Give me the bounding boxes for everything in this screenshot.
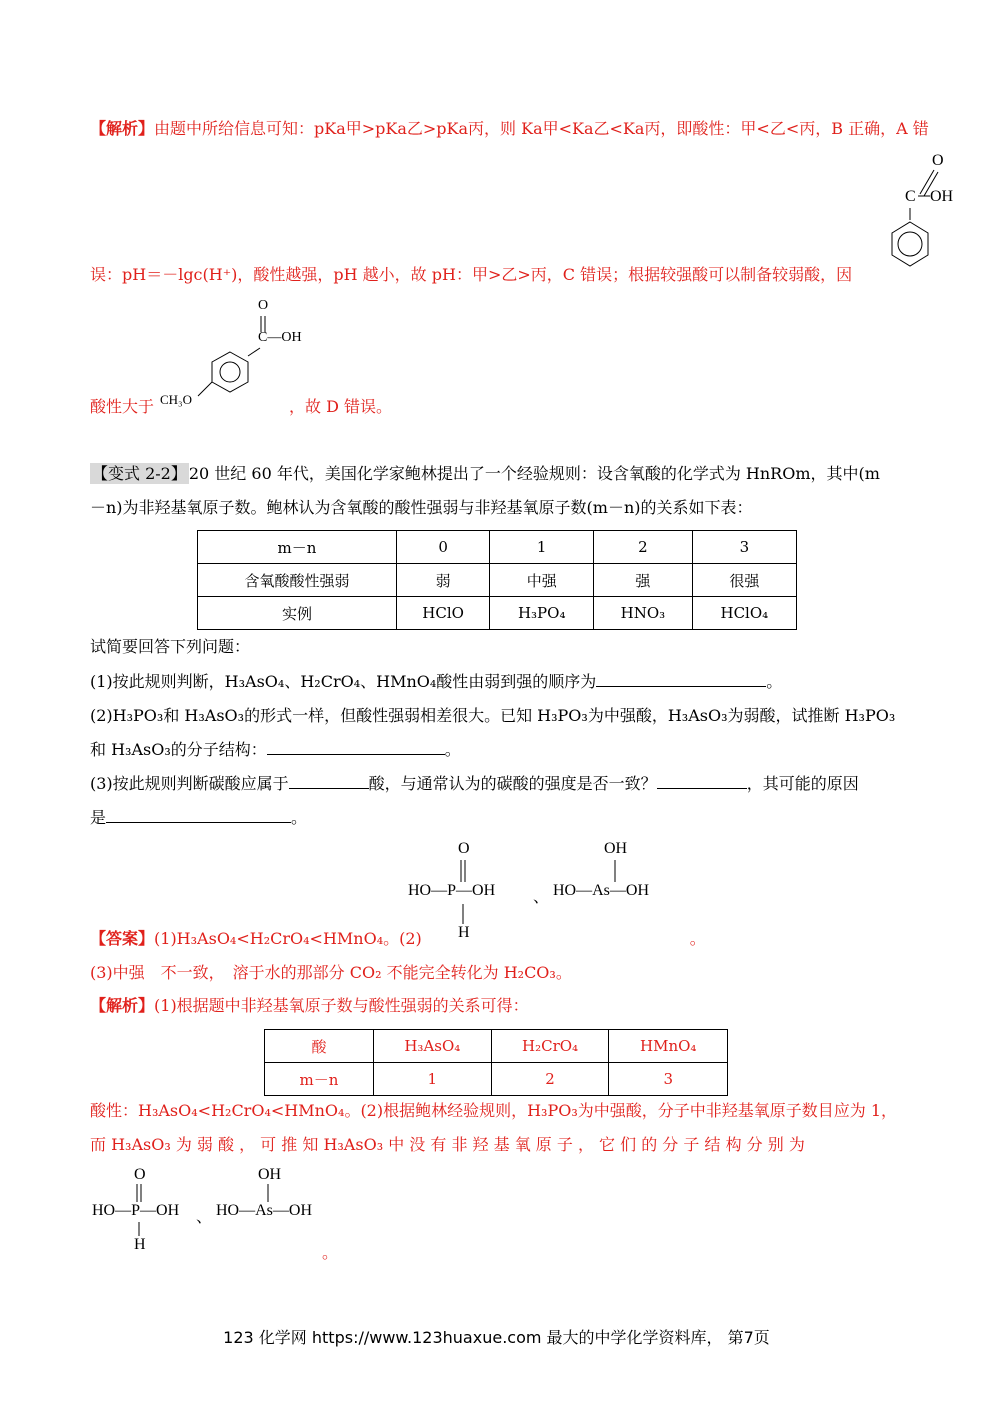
variant-line1: 【变式 2-2】 20 世纪 60 年代，美国化学家鲍林提出了一个经验规则：设含氧酸的化学式为 HnROm，其中(m bbox=[92, 464, 880, 483]
analysis1-line3: 酸性大于 ，故 D 错误。 bbox=[90, 397, 393, 416]
variant-line2: －n)为非羟基氧原子数。鲍林认为含氧酸的酸性强弱与非羟基氧原子数(m－n)的关系如下表： bbox=[90, 498, 753, 517]
acid-mn-table bbox=[264, 1029, 728, 1096]
analysis2-end: 。 bbox=[322, 1243, 339, 1262]
analysis1-line1: 【解析】由题中所给信息可知：pKa甲>pKa乙>pKa丙，则 Ka甲<Ka乙<Ka丙，即酸性：甲<乙<丙，B 正确，A 错 bbox=[90, 119, 929, 138]
answer-line1: 【答案】(1)H₃AsO₄<H₂CrO₄<HMnO₄。(2) 。 bbox=[90, 929, 706, 948]
benzoic-acid-structure: O C OH bbox=[890, 150, 970, 280]
analysis2-line2: 酸性：H₃AsO₄<H₂CrO₄<HMnO₄。(2)根据鲍林经验规则，H₃PO₃为中强酸，分子中非羟基氧原子数目应为 1， bbox=[90, 1101, 898, 1120]
analysis-structures: O HO—P—OH H 、 OH HO—As—OH bbox=[92, 1166, 312, 1253]
table-row: 含氧酸酸性强弱 弱 中强 强 很强 bbox=[198, 564, 797, 597]
question-1: (1)按此规则判断，H₃AsO₄、H₂CrO₄、HMnO₄酸性由弱到强的顺序为 。 bbox=[90, 672, 783, 691]
answer-label: 【答案】 bbox=[90, 929, 155, 948]
question-intro: 试简要回答下列问题： bbox=[90, 637, 251, 656]
table-row: m－n 1 2 3 bbox=[265, 1063, 728, 1096]
table-row: 酸 H₃AsO₄ H₂CrO₄ HMnO₄ bbox=[265, 1030, 728, 1063]
analysis-label: 【解析】 bbox=[90, 119, 155, 138]
anisic-acid-structure: O C—OH CH₃O bbox=[160, 298, 302, 407]
analysis1-line2: 误：pH＝－lgc(H⁺)，酸性越强，pH 越小，故 pH：甲>乙>丙，C 错误；根据较强酸可以制备较弱酸，因 bbox=[90, 265, 853, 284]
answer-structures: O HO—P—OH H 、 OH HO—As—OH bbox=[408, 840, 649, 941]
analysis-label: 【解析】 bbox=[90, 996, 155, 1015]
pauling-table bbox=[197, 530, 797, 630]
analysis2-line3: 而 H₃AsO₃ 为 弱 酸 ， 可 推 知 H₃AsO₃ 中 没 有 非 羟 基 氧 原 子 ， 它 们 的 分 子 结 构 分 别 为 bbox=[90, 1135, 805, 1154]
table-row: m－n 0 1 2 3 bbox=[198, 531, 797, 564]
question-3a: (3)按此规则判断碳酸应属于 酸，与通常认为的碳酸的强度是否一致？ ，其可能的原因 bbox=[90, 774, 859, 793]
table-row: 实例 HClO H₃PO₄ HNO₃ HClO₄ bbox=[198, 597, 797, 630]
question-2a: (2)H₃PO₃和 H₃AsO₃的形式一样，但酸性强弱相差很大。已知 H₃PO₃为中强酸，H₃AsO₃为弱酸，试推断 H₃PO₃ bbox=[90, 706, 896, 725]
page-footer: 123 化学网 https://www.123huaxue.com 最大的中学化学资料库， 第7页 bbox=[223, 1328, 770, 1347]
question-2b: 和 H₃AsO₃的分子结构： 。 bbox=[90, 740, 461, 759]
answer-line2: (3)中强 不一致， 溶于水的那部分 CO₂ 不能完全转化为 H₂CO₃。 bbox=[90, 963, 572, 982]
question-3b: 是 。 bbox=[90, 808, 308, 827]
variant-tag: 【变式 2-2】 bbox=[92, 464, 187, 483]
analysis2-line1: 【解析】(1)根据题中非羟基氧原子数与酸性强弱的关系可得： bbox=[90, 996, 529, 1015]
